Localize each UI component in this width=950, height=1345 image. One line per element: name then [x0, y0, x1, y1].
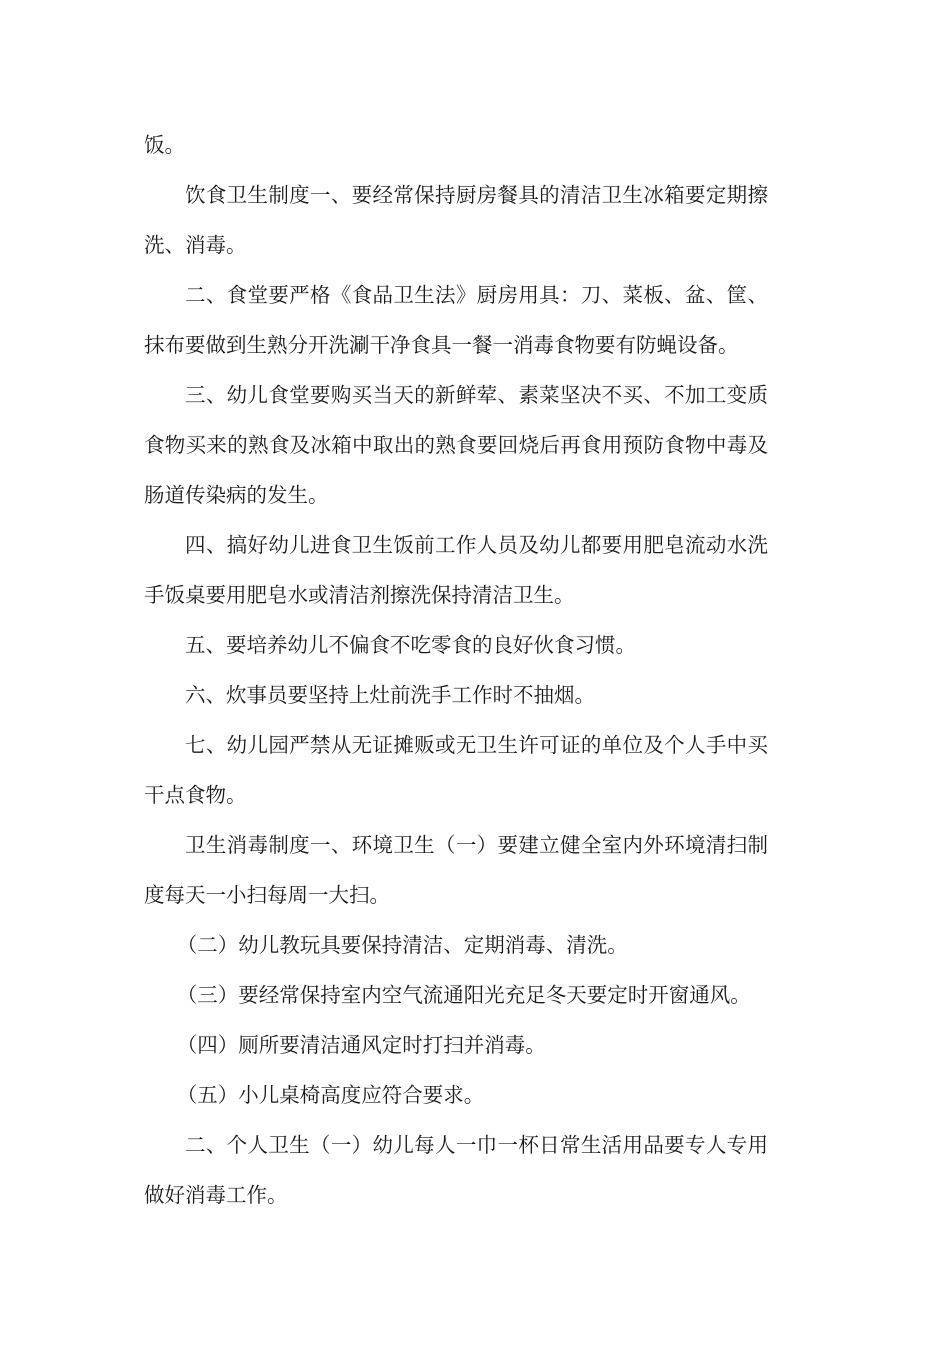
paragraph: （五）小儿桌椅高度应符合要求。	[176, 1083, 485, 1107]
document-body	[144, 120, 768, 1220]
paragraph: 二、食堂要严格《食品卫生法》厨房用具：刀、菜板、盆、筐、抹布要做到生熟分开洗涮干净食具一餐一消毒食物要有防蝇设备。	[144, 283, 768, 357]
paragraph: 二、个人卫生（一）幼儿每人一巾一杯日常生活用品要专人专用做好消毒工作。	[144, 1133, 768, 1207]
paragraph: 六、炊事员要坚持上灶前洗手工作时不抽烟。	[185, 683, 595, 707]
paragraph: 卫生消毒制度一、环境卫生（一）要建立健全室内外环境清扫制度每天一小扫每周一大扫。	[144, 833, 768, 907]
paragraph: 四、搞好幼儿进食卫生饭前工作人员及幼儿都要用肥皂流动水洗手饭桌要用肥皂水或清洁剂擦洗保持清洁卫生。	[144, 533, 768, 607]
paragraph: 饮食卫生制度一、要经常保持厨房餐具的清洁卫生冰箱要定期擦洗、消毒。	[144, 183, 768, 257]
paragraph: （三）要经常保持室内空气流通阳光充足冬天要定时开窗通风。	[176, 983, 751, 1007]
paragraph: 三、幼儿食堂要购买当天的新鲜荤、素菜坚决不买、不加工变质食物买来的熟食及冰箱中取出的熟食要回烧后再食用预防食物中毒及肠道传染病的发生。	[144, 383, 768, 507]
paragraph: （四）厕所要清洁通风定时打扫并消毒。	[176, 1033, 546, 1057]
paragraph: （二）幼儿教玩具要保持清洁、定期消毒、清洗。	[176, 933, 628, 957]
paragraph: 饭。	[144, 133, 185, 157]
paragraph: 七、幼儿园严禁从无证摊贩或无卫生许可证的单位及个人手中买干点食物。	[144, 733, 768, 807]
paragraph: 五、要培养幼儿不偏食不吃零食的良好伙食习惯。	[185, 633, 636, 657]
